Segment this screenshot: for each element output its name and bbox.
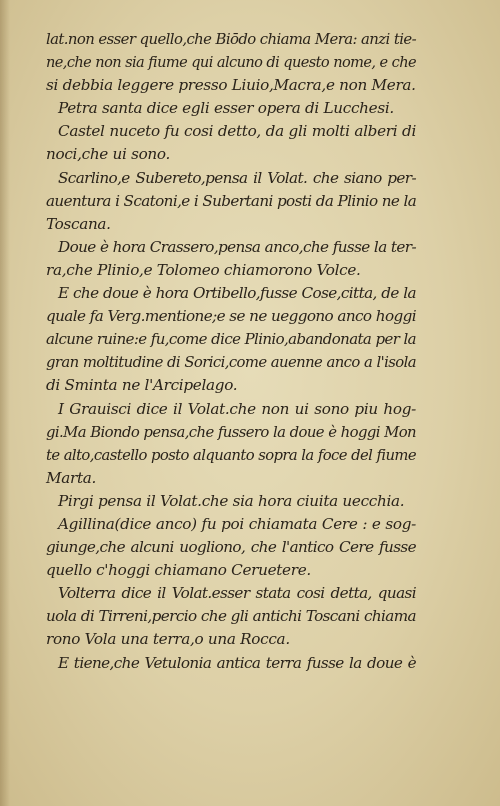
text-line: ra,che Plinio,e Tolomeo chiamorono Volce. bbox=[46, 260, 361, 279]
text-line: E che doue è hora Ortibello,fusse Cose,citta, de la bbox=[58, 284, 416, 303]
text-line: noci,che ui sono. bbox=[46, 145, 171, 164]
text-line: auentura i Scatoni,e i Subertani posti da Plinio ne la bbox=[46, 191, 417, 210]
text-line: uola di Tirreni,percio che gli antichi Toscani chiama bbox=[46, 607, 416, 626]
text-line: I Grauisci dice il Volat.che non ui sono piu hog- bbox=[58, 399, 416, 418]
text-line: Marta. bbox=[46, 468, 97, 487]
text-line: gi.Ma Biondo pensa,che fussero la doue è hoggi Mon bbox=[46, 423, 416, 441]
text-line: si debbia leggere presso Liuio,Macra,e non Mera. bbox=[46, 76, 416, 95]
page-text bbox=[46, 28, 416, 675]
text-line: Scarlino,e Subereto,pensa il Volat. che siano per- bbox=[58, 168, 416, 187]
text-line: quello c'hoggi chiamano Ceruetere. bbox=[46, 561, 311, 580]
text-line: quale fa Verg.mentione;e se ne ueggono anco hoggi bbox=[46, 307, 416, 326]
text-line: te alto,castello posto alquanto sopra la foce del fiume bbox=[46, 446, 416, 464]
text-line: gran moltitudine di Sorici,come auenne anco a l'isola bbox=[46, 354, 416, 372]
text-line: Agillina(dice anco) fu poi chiamata Cere : e sog- bbox=[58, 514, 416, 533]
text-line: ne,che non sia fiume qui alcuno di questo nome, e che bbox=[46, 54, 416, 72]
text-line: Volterra dice il Volat.esser stata cosi detta, quasi bbox=[58, 584, 416, 603]
text-line: alcune ruine:e fu,come dice Plinio,abandonata per la bbox=[46, 330, 416, 349]
text-line: Doue è hora Crassero,pensa anco,che fusse la ter- bbox=[58, 237, 416, 256]
text-line: Castel nuceto fu cosi detto, da gli molti alberi di bbox=[58, 122, 416, 141]
text-line: Petra santa dice egli esser opera di Lucchesi. bbox=[58, 99, 394, 118]
text-line: rono Vola una terra,o una Rocca. bbox=[46, 630, 290, 649]
text-line: giunge,che alcuni uogliono, che l'antico Cere fusse bbox=[46, 538, 416, 557]
text-line: di Sminta ne l'Arcipelago. bbox=[46, 376, 238, 395]
text-line: E tiene,che Vetulonia antica terra fusse la doue è bbox=[58, 653, 416, 672]
text-line: Toscana. bbox=[46, 214, 111, 233]
page-gutter-shadow bbox=[0, 0, 10, 806]
text-line: Pirgi pensa il Volat.che sia hora ciuita uecchia. bbox=[58, 491, 405, 510]
text-line: lat.non esser quello,che Biōdo chiama Mera: anzi tie- bbox=[46, 30, 416, 48]
